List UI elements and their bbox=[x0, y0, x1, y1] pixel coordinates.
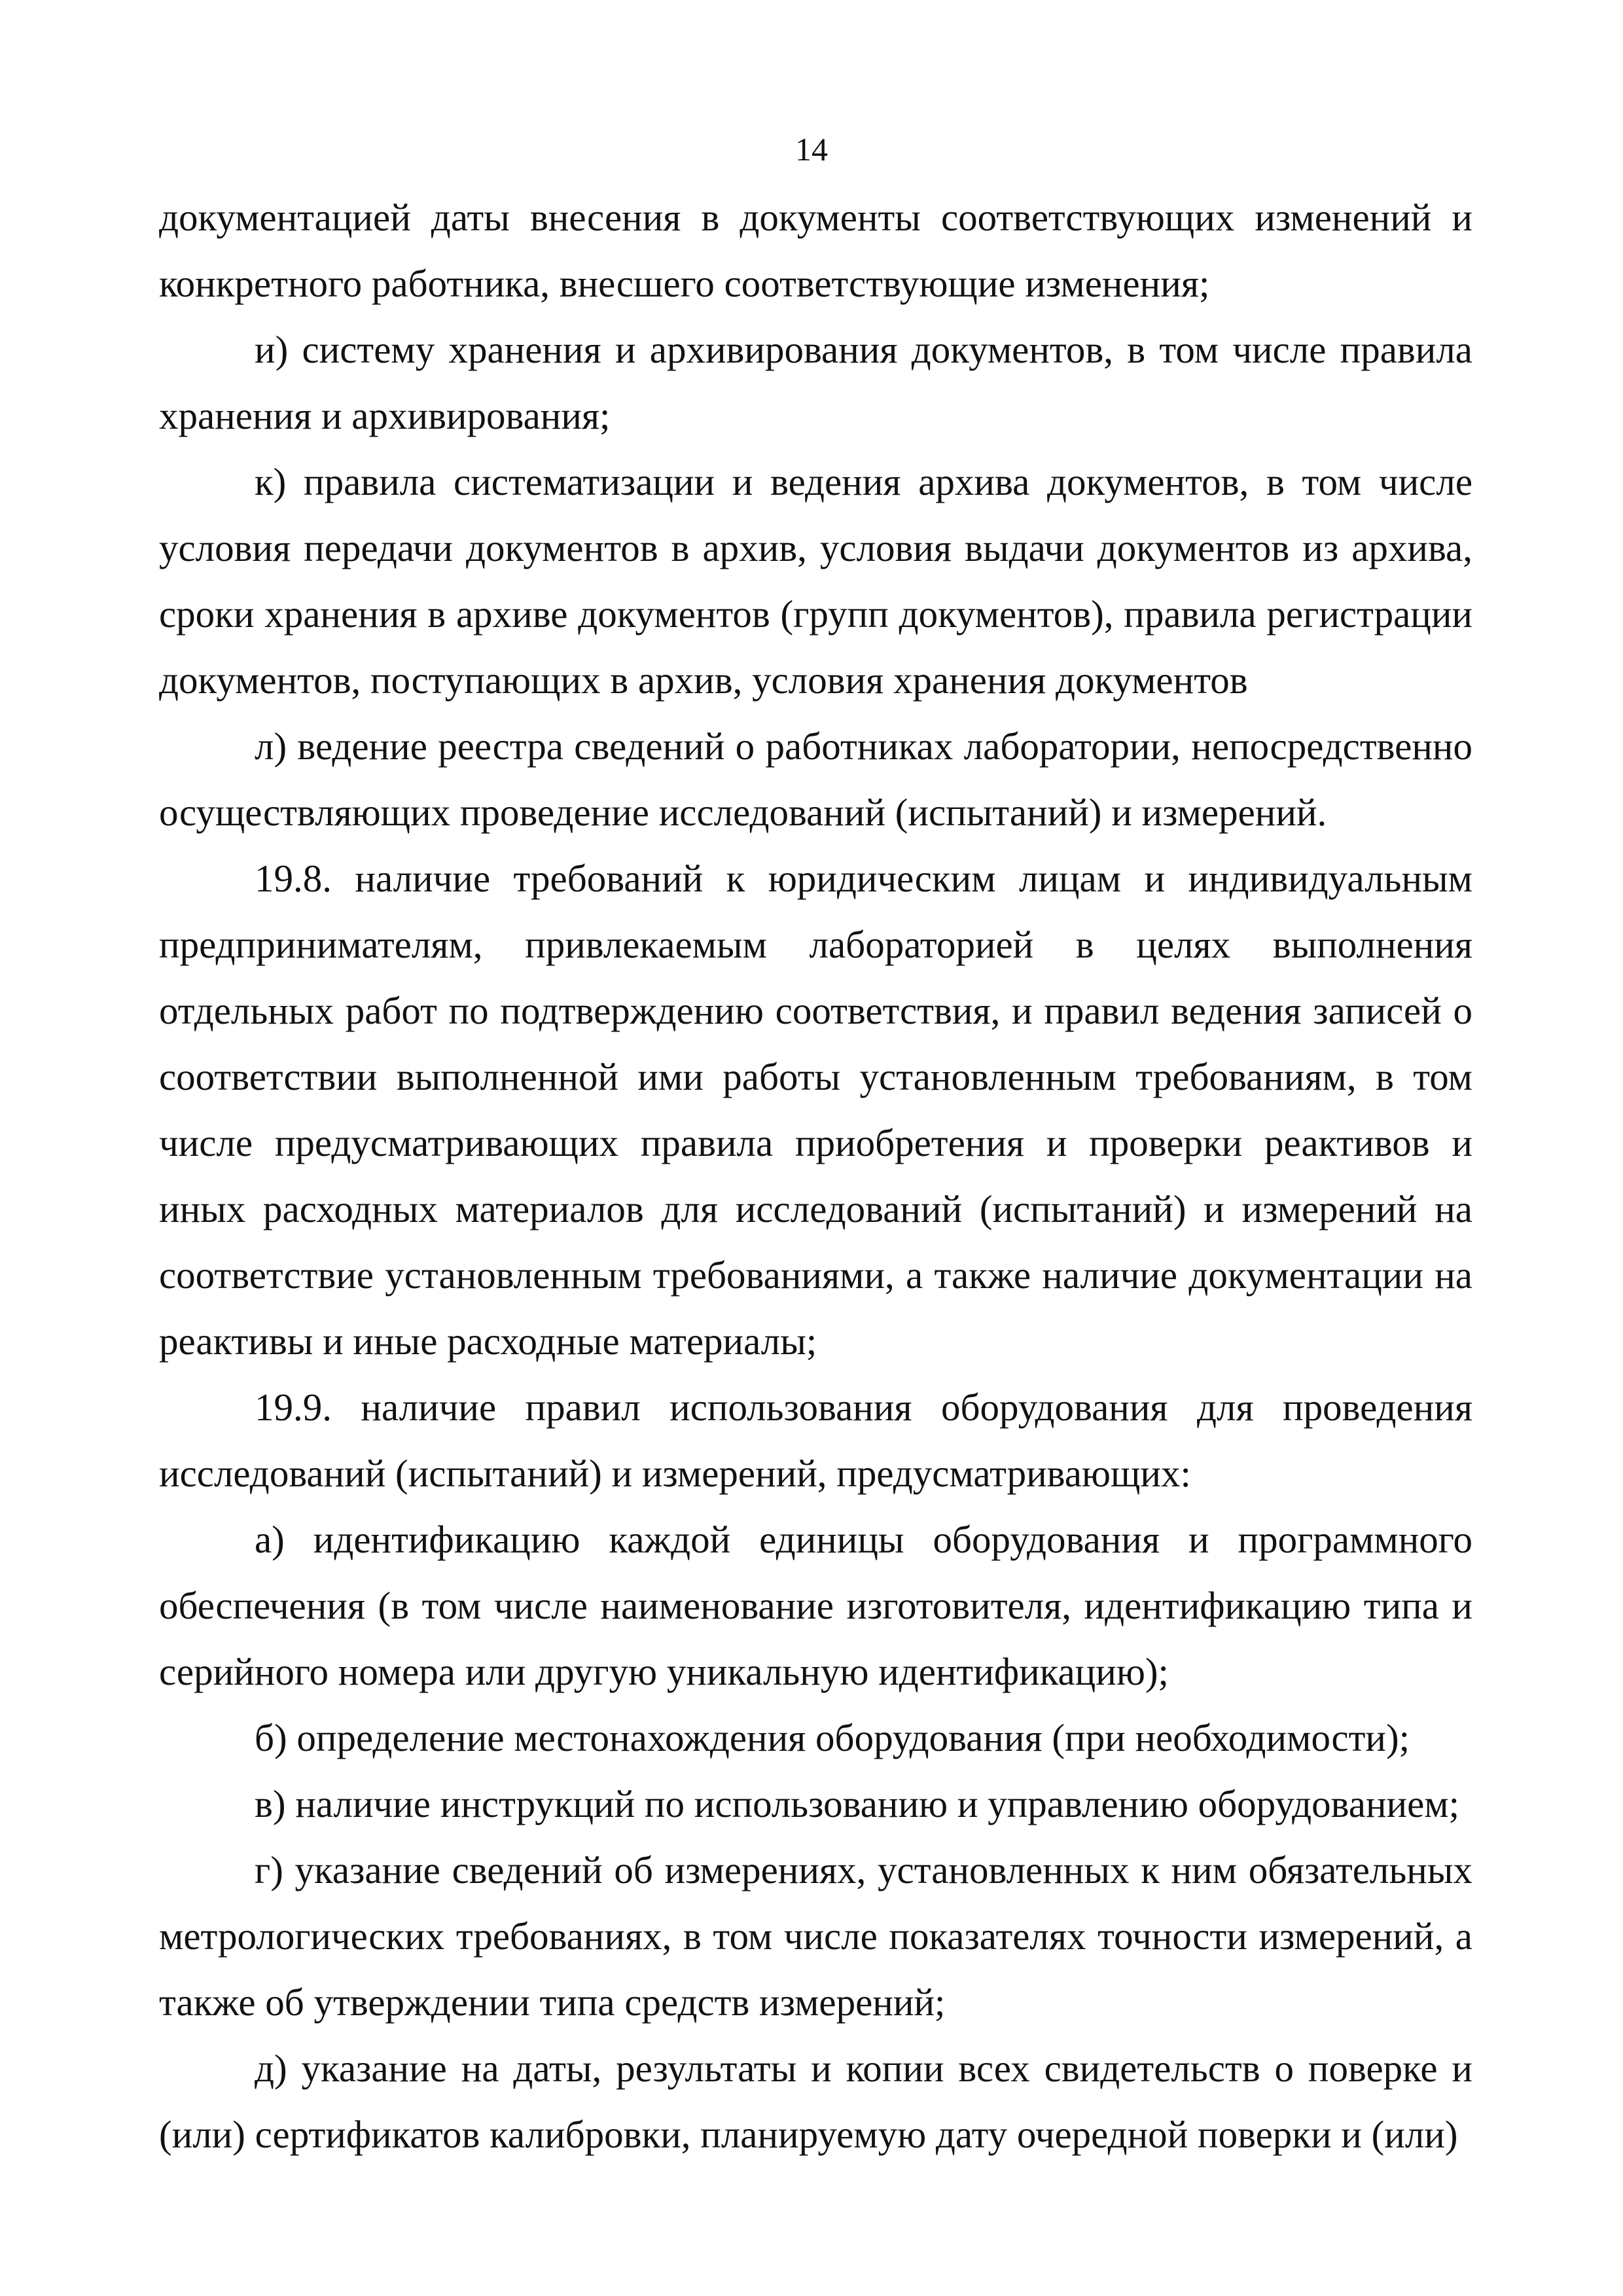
document-body bbox=[159, 185, 1472, 2168]
paragraph-item-b: б) определение местонахождения оборудования (при необходимости); bbox=[255, 1716, 1410, 1759]
page-number: 14 bbox=[795, 131, 828, 168]
paragraph-section-19-8: 19.8. наличие требований к юридическим лицам и индивидуальным предпринимателям, привлекаемым лабораторией в целях выполнения отдельных работ по подтверждению соответствия, и правил ведения записей о соответствии выполненной ими работы установленным требованиям, в том числе предусматривающих правила приобретения и проверки реактивов и иных расходных материалов для исследований (испытаний) и измерений на соответствие установленным требованиями, а также наличие документации на реактивы и иные расходные материалы; bbox=[159, 857, 1472, 1363]
paragraph-item-g: г) указание сведений об измерениях, установленных к ним обязательных метрологических требованиях, в том числе показателях точности измерений, а также об утверждении типа средств измерений; bbox=[159, 1848, 1472, 2024]
paragraph-item-l: л) ведение реестра сведений о работниках лаборатории, непосредственно осуществляющих проведение исследований (испытаний) и измерений. bbox=[159, 725, 1472, 834]
paragraph-item-k: к) правила систематизации и ведения архива документов, в том числе условия передачи документов в архив, условия выдачи документов из архива, сроки хранения в архиве документов (групп документов), правила регистрации документов, поступающих в архив, условия хранения документов bbox=[159, 460, 1472, 702]
paragraph-section-19-9: 19.9. наличие правил использования оборудования для проведения исследований (испытаний) и измерений, предусматривающих: bbox=[159, 1386, 1472, 1495]
paragraph-item-i: и) систему хранения и архивирования документов, в том числе правила хранения и архивирования; bbox=[159, 328, 1472, 437]
paragraph-item-d: д) указание на даты, результаты и копии всех свидетельств о поверке и (или) сертификатов калибровки, планируемую дату очередной поверки и (или) bbox=[159, 2047, 1472, 2156]
paragraph-item-v: в) наличие инструкций по использованию и управлению оборудованием; bbox=[255, 1782, 1460, 1825]
paragraph-item-a: а) идентификацию каждой единицы оборудования и программного обеспечения (в том числе наименование изготовителя, идентификацию типа и серийного номера или другую уникальную идентификацию); bbox=[159, 1518, 1472, 1693]
paragraph-continuation: документацией даты внесения в документы соответствующих изменений и конкретного работника, внесшего соответствующие изменения; bbox=[159, 196, 1472, 305]
